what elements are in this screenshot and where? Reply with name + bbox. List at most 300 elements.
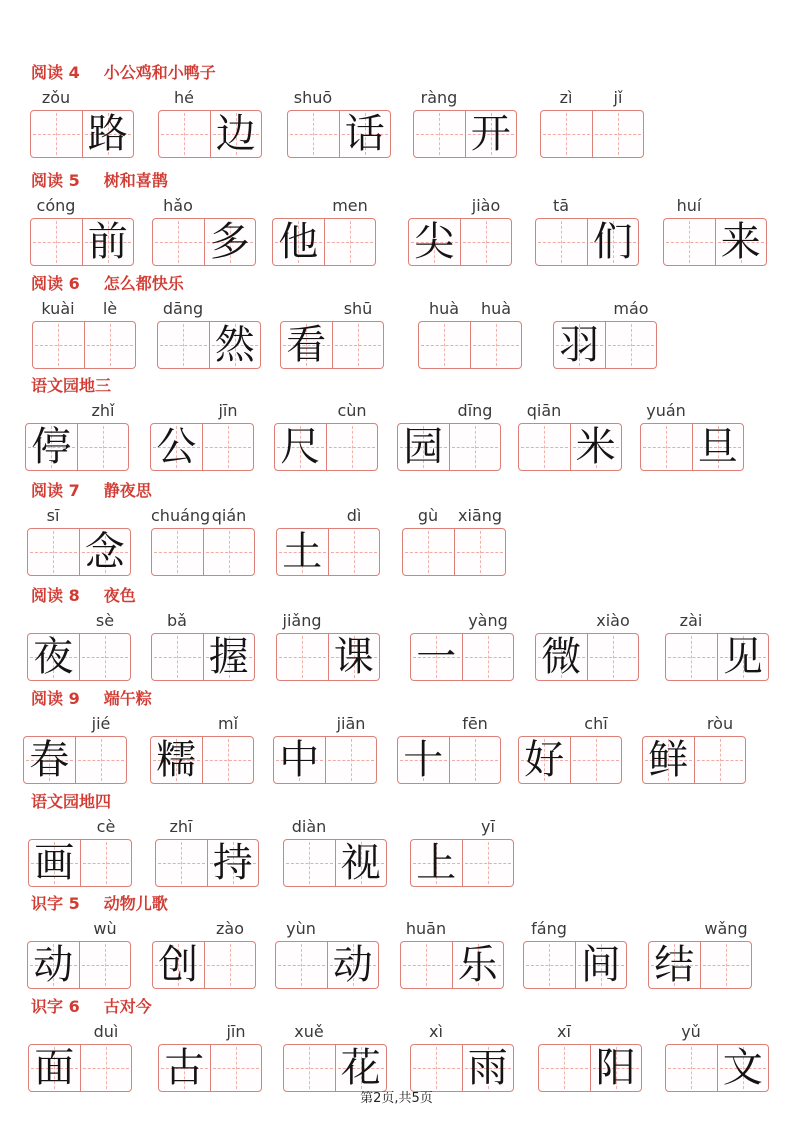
pinyin-label: fēn <box>462 714 488 733</box>
pinyin-row <box>32 299 136 321</box>
empty-cell <box>79 942 131 988</box>
tianzige-grid <box>397 423 501 471</box>
char-group <box>535 196 639 266</box>
character: 间 <box>580 942 621 988</box>
char-group <box>397 714 501 784</box>
empty-cell <box>204 942 256 988</box>
section-header <box>31 271 184 294</box>
section-label: 阅读 5 <box>31 171 80 190</box>
pinyin-row <box>151 506 255 528</box>
pinyin-label: yī <box>481 817 495 836</box>
tianzige-grid <box>155 839 259 887</box>
section-title: 树和喜鹊 <box>103 171 168 190</box>
character: 见 <box>722 634 763 680</box>
tianzige-grid <box>287 110 391 158</box>
char-group <box>32 299 136 369</box>
empty-cell <box>454 529 506 575</box>
char-cell <box>210 111 262 157</box>
char-cell <box>151 737 202 783</box>
pinyin-row <box>410 1022 514 1044</box>
char-cell <box>82 219 134 265</box>
empty-cell <box>328 529 380 575</box>
char-cell <box>28 942 79 988</box>
character: 花 <box>340 1045 381 1091</box>
pinyin-row <box>30 88 134 110</box>
empty-cell <box>203 529 255 575</box>
pinyin-row <box>410 817 514 839</box>
pinyin-label: qián <box>211 506 247 525</box>
char-cell <box>587 219 639 265</box>
empty-cell <box>159 111 210 157</box>
empty-cell <box>276 942 327 988</box>
character: 动 <box>33 942 74 988</box>
char-group <box>30 196 134 266</box>
char-group <box>410 1022 514 1092</box>
section <box>0 60 793 160</box>
char-cell <box>465 111 517 157</box>
section-header <box>31 168 168 191</box>
pinyin-row <box>27 611 131 633</box>
char-cell <box>335 1045 387 1091</box>
section-title: 动物儿歌 <box>103 894 168 913</box>
section-header <box>31 789 111 812</box>
tianzige-grid <box>28 839 132 887</box>
pinyin-label: huí <box>676 196 702 215</box>
pinyin-label: zào <box>216 919 244 938</box>
character: 结 <box>654 942 695 988</box>
character: 文 <box>722 1045 763 1091</box>
pinyin-label: dāng <box>162 299 204 318</box>
char-cell <box>717 1045 769 1091</box>
empty-cell <box>419 322 470 368</box>
pinyin-row <box>402 506 506 528</box>
tianzige-grid <box>276 528 380 576</box>
empty-cell <box>202 737 254 783</box>
char-group <box>157 299 261 369</box>
pinyin-label: huà <box>428 299 460 318</box>
character: 动 <box>332 942 373 988</box>
section-header <box>31 478 152 501</box>
char-group <box>418 299 522 369</box>
char-group <box>27 506 131 576</box>
pinyin-label: jīn <box>226 1022 246 1041</box>
pinyin-label: shū <box>343 299 373 318</box>
pinyin-label: chī <box>584 714 608 733</box>
section <box>0 891 793 991</box>
char-group <box>408 196 512 266</box>
empty-cell <box>541 111 592 157</box>
empty-cell <box>414 111 465 157</box>
pinyin-row <box>538 1022 642 1044</box>
pinyin-row <box>408 196 512 218</box>
section <box>0 271 793 371</box>
empty-cell <box>700 942 752 988</box>
tianzige-grid <box>280 321 384 369</box>
pinyin-label: ròu <box>706 714 734 733</box>
empty-cell <box>210 1045 262 1091</box>
section <box>0 994 793 1094</box>
pinyin-label: shuō <box>293 88 333 107</box>
tianzige-grid <box>400 941 504 989</box>
pinyin-row <box>28 817 132 839</box>
pinyin-label: xì <box>429 1022 443 1041</box>
char-group <box>535 611 639 681</box>
pinyin-row <box>518 401 622 423</box>
section-title: 古对今 <box>103 997 152 1016</box>
pinyin-label: jiǎng <box>282 611 322 630</box>
pinyin-label: qiān <box>526 401 562 420</box>
char-group <box>151 611 255 681</box>
tianzige-grid <box>150 423 254 471</box>
pinyin-label: yùn <box>286 919 316 938</box>
pinyin-label: jiān <box>336 714 366 733</box>
tianzige-grid <box>553 321 657 369</box>
empty-cell <box>202 424 254 470</box>
char-group <box>30 88 134 158</box>
pinyin-label: hǎo <box>163 196 193 215</box>
char-group <box>151 506 255 576</box>
tianzige-grid <box>152 218 256 266</box>
section-label: 阅读 4 <box>31 63 80 82</box>
pinyin-label: zhǐ <box>91 401 115 420</box>
pinyin-row <box>272 196 376 218</box>
character: 古 <box>164 1045 205 1091</box>
char-cell <box>204 219 256 265</box>
character: 上 <box>416 840 457 886</box>
pinyin-row <box>27 919 131 941</box>
character: 创 <box>158 942 199 988</box>
char-group <box>27 611 131 681</box>
empty-cell <box>80 840 132 886</box>
pinyin-row <box>553 299 657 321</box>
empty-cell <box>403 529 454 575</box>
pinyin-row <box>158 1022 262 1044</box>
pinyin-label: men <box>332 196 368 215</box>
pinyin-row <box>276 506 380 528</box>
pinyin-row <box>540 88 644 110</box>
tianzige-grid <box>410 633 514 681</box>
tianzige-grid <box>540 110 644 158</box>
tianzige-grid <box>523 941 627 989</box>
pinyin-row <box>150 714 254 736</box>
pinyin-label: gù <box>417 506 439 525</box>
char-cell <box>452 942 504 988</box>
char-cell <box>151 424 202 470</box>
empty-cell <box>153 219 204 265</box>
character: 雨 <box>467 1045 508 1091</box>
empty-cell <box>605 322 657 368</box>
empty-cell <box>641 424 692 470</box>
char-cell <box>203 634 255 680</box>
tianzige-grid <box>151 633 255 681</box>
pinyin-row <box>400 919 504 941</box>
tianzige-grid <box>27 941 131 989</box>
tianzige-grid <box>518 736 622 784</box>
section <box>0 583 793 683</box>
character: 面 <box>34 1045 75 1091</box>
char-group <box>410 611 514 681</box>
char-group <box>640 401 744 471</box>
tianzige-grid <box>410 1044 514 1092</box>
char-group <box>410 817 514 887</box>
char-cell <box>26 424 77 470</box>
pinyin-label: cóng <box>36 196 76 215</box>
pinyin-row <box>155 817 259 839</box>
section <box>0 373 793 473</box>
section-header <box>31 373 111 396</box>
character: 十 <box>403 737 444 783</box>
empty-cell <box>460 219 512 265</box>
tianzige-grid <box>535 218 639 266</box>
empty-cell <box>411 1045 462 1091</box>
character: 尖 <box>414 219 455 265</box>
pinyin-label: zhī <box>169 817 193 836</box>
pinyin-label: kuài <box>41 299 75 318</box>
char-cell <box>519 737 570 783</box>
char-group <box>274 401 378 471</box>
character: 羽 <box>559 322 600 368</box>
char-group <box>283 1022 387 1092</box>
tianzige-grid <box>283 839 387 887</box>
pinyin-row <box>276 611 380 633</box>
pinyin-row <box>25 401 129 423</box>
pinyin-label: jiào <box>471 196 501 215</box>
pinyin-row <box>287 88 391 110</box>
pinyin-label: wù <box>93 919 117 938</box>
character: 持 <box>212 840 253 886</box>
character: 念 <box>84 529 125 575</box>
tianzige-grid <box>408 218 512 266</box>
pinyin-row <box>283 1022 387 1044</box>
char-group <box>273 714 377 784</box>
section-title: 端午粽 <box>103 689 152 708</box>
pinyin-label: wǎng <box>704 919 748 938</box>
char-cell <box>273 219 324 265</box>
empty-cell <box>536 219 587 265</box>
empty-cell <box>449 737 501 783</box>
tianzige-grid <box>283 1044 387 1092</box>
empty-cell <box>666 634 717 680</box>
empty-cell <box>524 942 575 988</box>
pinyin-row <box>150 401 254 423</box>
char-cell <box>82 111 134 157</box>
char-group <box>158 1022 262 1092</box>
section <box>0 789 793 889</box>
char-group <box>275 919 379 989</box>
character: 课 <box>333 634 374 680</box>
character: 鲜 <box>648 737 689 783</box>
character: 公 <box>156 424 197 470</box>
tianzige-grid <box>538 1044 642 1092</box>
character: 他 <box>278 219 319 265</box>
section <box>0 686 793 786</box>
char-group <box>280 299 384 369</box>
char-cell <box>275 424 326 470</box>
char-cell <box>24 737 75 783</box>
char-cell <box>715 219 767 265</box>
char-cell <box>554 322 605 368</box>
char-group <box>25 401 129 471</box>
pinyin-label: zǒu <box>41 88 71 107</box>
char-group <box>413 88 517 158</box>
tianzige-grid <box>397 736 501 784</box>
tianzige-grid <box>30 110 134 158</box>
tianzige-grid <box>413 110 517 158</box>
character: 停 <box>31 424 72 470</box>
char-group <box>402 506 506 576</box>
char-group <box>397 401 501 471</box>
empty-cell <box>152 529 203 575</box>
character: 春 <box>29 737 70 783</box>
empty-cell <box>84 322 136 368</box>
char-cell <box>159 1045 210 1091</box>
pinyin-label: tā <box>552 196 570 215</box>
pinyin-row <box>397 401 501 423</box>
tianzige-grid <box>152 941 256 989</box>
tianzige-grid <box>30 218 134 266</box>
empty-cell <box>401 942 452 988</box>
character: 然 <box>214 322 255 368</box>
character: 园 <box>403 424 444 470</box>
character: 边 <box>215 111 256 157</box>
character: 握 <box>208 634 249 680</box>
character: 旦 <box>697 424 738 470</box>
char-group <box>665 611 769 681</box>
tianzige-grid <box>518 423 622 471</box>
pinyin-row <box>23 714 127 736</box>
char-cell <box>29 1045 80 1091</box>
char-cell <box>327 942 379 988</box>
pinyin-row <box>642 714 746 736</box>
pinyin-row <box>27 506 131 528</box>
char-group <box>518 714 622 784</box>
character: 中 <box>279 737 320 783</box>
character: 们 <box>592 219 633 265</box>
char-cell <box>28 634 79 680</box>
empty-cell <box>664 219 715 265</box>
pinyin-label: jié <box>91 714 111 733</box>
char-group <box>523 919 627 989</box>
tianzige-grid <box>665 1044 769 1092</box>
char-cell <box>281 322 332 368</box>
char-group <box>642 714 746 784</box>
section-title: 静夜思 <box>103 481 152 500</box>
section <box>0 168 793 268</box>
empty-cell <box>666 1045 717 1091</box>
pinyin-row <box>535 196 639 218</box>
pinyin-label: máo <box>613 299 649 318</box>
section-label: 阅读 8 <box>31 586 80 605</box>
tianzige-grid <box>32 321 136 369</box>
pinyin-label: hé <box>174 88 194 107</box>
pinyin-row <box>280 299 384 321</box>
section-title: 怎么都快乐 <box>103 274 184 293</box>
empty-cell <box>284 1045 335 1091</box>
empty-cell <box>332 322 384 368</box>
section-title: 夜色 <box>103 586 136 605</box>
char-cell <box>649 942 700 988</box>
pinyin-label: bǎ <box>167 611 187 630</box>
section-label: 识字 5 <box>31 894 80 913</box>
pinyin-label: dì <box>346 506 362 525</box>
char-cell <box>590 1045 642 1091</box>
char-group <box>155 817 259 887</box>
pinyin-row <box>535 611 639 633</box>
tianzige-grid <box>642 736 746 784</box>
tianzige-grid <box>640 423 744 471</box>
section-label: 语文园地三 <box>31 376 112 395</box>
empty-cell <box>592 111 644 157</box>
char-cell <box>153 942 204 988</box>
pinyin-label: yàng <box>468 611 508 630</box>
char-group <box>553 299 657 369</box>
character: 画 <box>34 840 75 886</box>
empty-cell <box>325 737 377 783</box>
section-header <box>31 60 216 83</box>
pinyin-row <box>640 401 744 423</box>
char-cell <box>575 942 627 988</box>
char-group <box>23 714 127 784</box>
char-cell <box>274 737 325 783</box>
character: 好 <box>524 737 565 783</box>
empty-cell <box>462 840 514 886</box>
pinyin-row <box>158 88 262 110</box>
empty-cell <box>519 424 570 470</box>
pinyin-label: jǐ <box>613 88 623 107</box>
empty-cell <box>326 424 378 470</box>
pinyin-label: huà <box>480 299 512 318</box>
char-group <box>276 611 380 681</box>
char-group <box>648 919 752 989</box>
tianzige-grid <box>158 1044 262 1092</box>
pinyin-row <box>518 714 622 736</box>
char-group <box>283 817 387 887</box>
char-cell <box>29 840 80 886</box>
pinyin-row <box>275 919 379 941</box>
tianzige-grid <box>665 633 769 681</box>
empty-cell <box>156 840 207 886</box>
empty-cell <box>539 1045 590 1091</box>
pinyin-label: xiào <box>596 611 630 630</box>
pinyin-label: zài <box>679 611 703 630</box>
empty-cell <box>33 322 84 368</box>
tianzige-grid <box>535 633 639 681</box>
tianzige-grid <box>25 423 129 471</box>
empty-cell <box>77 424 129 470</box>
section-label: 阅读 7 <box>31 481 80 500</box>
tianzige-grid <box>272 218 376 266</box>
pinyin-label: xiāng <box>457 506 502 525</box>
pinyin-row <box>648 919 752 941</box>
tianzige-grid <box>402 528 506 576</box>
char-group <box>538 1022 642 1092</box>
tianzige-grid <box>150 736 254 784</box>
character: 开 <box>470 111 511 157</box>
pinyin-row <box>274 401 378 423</box>
pinyin-row <box>663 196 767 218</box>
character: 土 <box>282 529 323 575</box>
character: 乐 <box>457 942 498 988</box>
char-group <box>276 506 380 576</box>
pinyin-row <box>283 817 387 839</box>
char-cell <box>328 634 380 680</box>
pinyin-row <box>397 714 501 736</box>
char-cell <box>692 424 744 470</box>
character: 话 <box>344 111 385 157</box>
pinyin-row <box>418 299 522 321</box>
pinyin-label: sè <box>95 611 115 630</box>
empty-cell <box>324 219 376 265</box>
